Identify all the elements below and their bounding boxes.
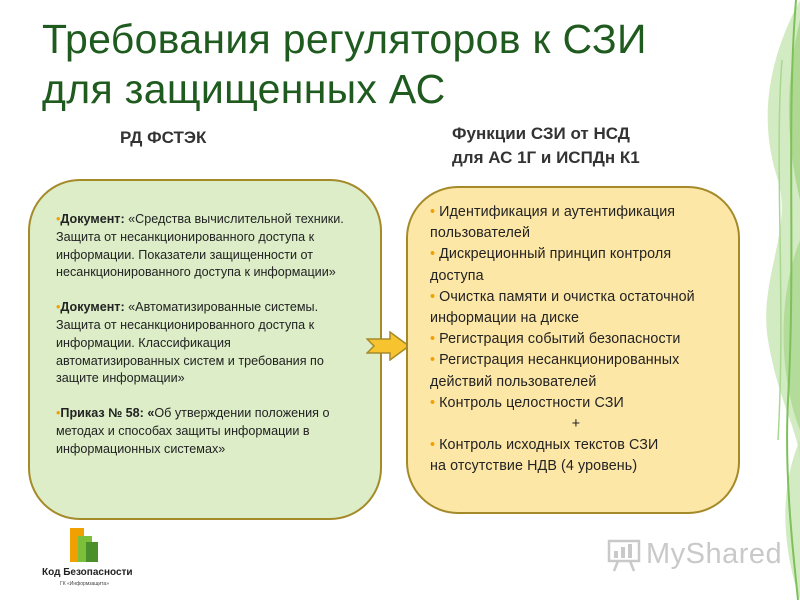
bullet-icon: • — [430, 394, 436, 411]
function-item — [430, 393, 722, 414]
bullet-icon: • — [56, 406, 61, 421]
left-column-heading: РД ФСТЭК — [120, 128, 207, 147]
company-logo-subtitle: ГК «Информзащита» — [60, 581, 109, 587]
regulatory-documents-panel — [28, 179, 382, 520]
function-text: Контроль целостности СЗИ — [439, 394, 624, 411]
document-text: «Автоматизированные системы. Защита от несанкционированного доступа к информации. Классификация автоматизированных систем и требования по защите информации» — [56, 300, 324, 386]
bullet-icon: • — [430, 352, 436, 369]
document-label: Документ: — [60, 300, 125, 315]
function-text: Регистрация несанкционированных действий пользователей — [430, 352, 680, 390]
function-text: Идентификация и аутентификация пользователей — [430, 204, 676, 242]
right-column-heading — [452, 122, 640, 170]
function-item — [430, 202, 722, 244]
company-logo-name: Код Безопасности — [42, 567, 133, 578]
function-item — [430, 350, 722, 392]
function-item-continuation: на отсутствие НДВ (4 уровень) — [430, 458, 638, 475]
function-item — [430, 435, 722, 456]
decorative-leaf-ornament — [738, 0, 800, 600]
right-heading-line-2: для АС 1Г и ИСПДн К1 — [452, 148, 640, 167]
page-title: Требования регуляторов к СЗИ для защищенных АС — [42, 16, 647, 112]
watermark-text: MyShared — [646, 538, 783, 570]
bullet-icon: • — [430, 437, 436, 454]
document-label: Приказ № 58: « — [60, 406, 155, 421]
document-text: «Средства вычислительной техники. Защита от несанкционированного доступа к информации. Показатели защищенности от несанкционированного доступа к информации» — [56, 212, 344, 280]
bullet-icon: • — [430, 331, 436, 348]
presentation-board-icon — [606, 538, 642, 572]
function-text: Дискреционный принцип контроля доступа — [430, 246, 672, 284]
document-list — [56, 211, 356, 476]
bullet-icon: • — [430, 246, 436, 263]
right-heading-line-1: Функции СЗИ от НСД — [452, 124, 630, 143]
document-label: Документ: — [60, 212, 125, 226]
document-item — [56, 299, 356, 388]
bullet-icon: • — [430, 288, 436, 305]
document-text: Об утверждении положения о методах и способах защиты информации в информационных системах» — [56, 406, 330, 456]
document-item — [56, 211, 356, 282]
security-functions-panel — [406, 186, 740, 514]
bullet-icon: • — [56, 300, 61, 315]
function-list — [430, 202, 722, 478]
document-item — [56, 405, 356, 458]
plus-sign: + — [571, 416, 581, 433]
bullet-icon: • — [430, 204, 436, 220]
function-text: Контроль исходных текстов СЗИ — [439, 437, 659, 454]
bullet-icon: • — [56, 212, 61, 226]
arrow-right-icon — [366, 331, 410, 361]
function-text: Регистрация событий безопасности — [439, 331, 681, 348]
function-item — [430, 244, 722, 286]
function-item — [430, 287, 722, 329]
function-text: Очистка памяти и очистка остаточной информации на диске — [430, 288, 695, 327]
function-item — [430, 329, 722, 350]
